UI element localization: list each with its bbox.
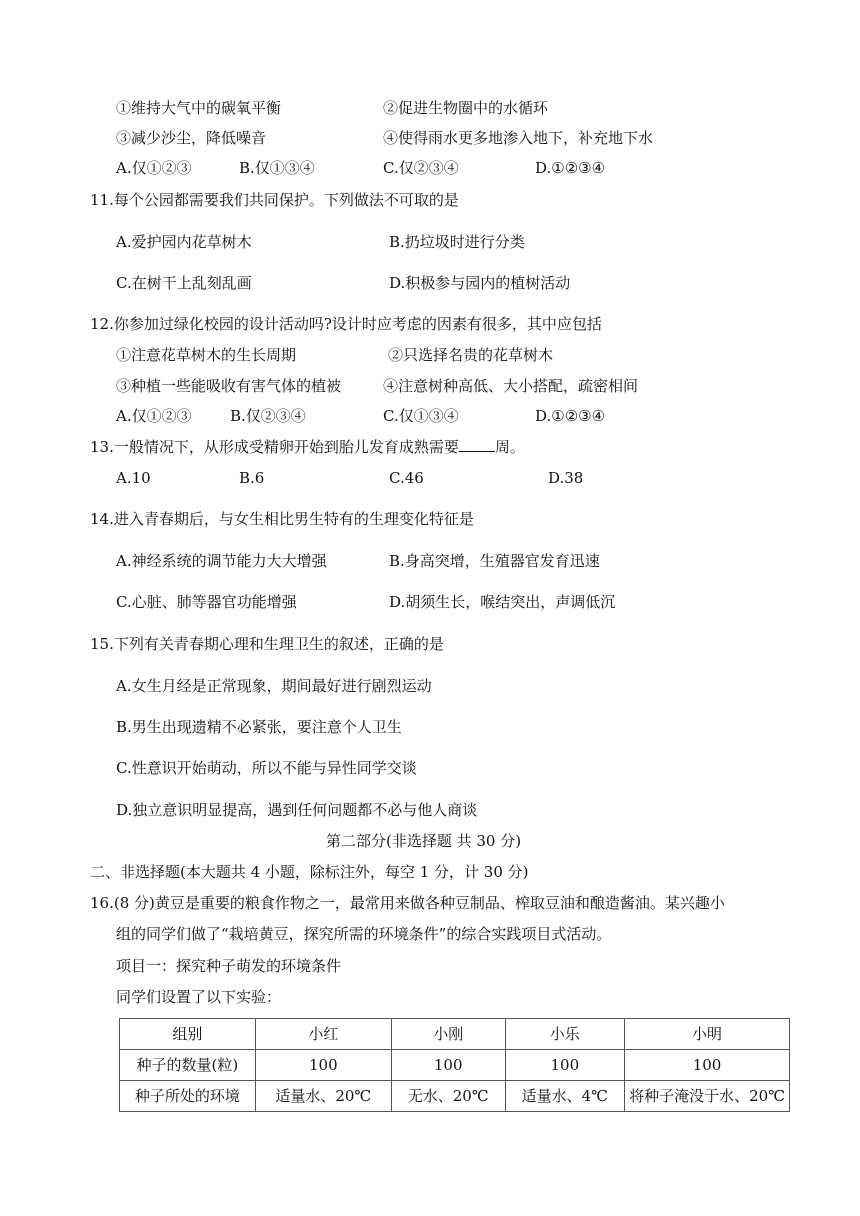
table-cell: 100: [391, 1050, 505, 1081]
answer-blank: [459, 437, 495, 452]
q16-table-intro: 同学们设置了以下实验：: [116, 988, 282, 1006]
q10-option-2: ②促进生物圈中的水循环: [383, 99, 549, 117]
q12-choice-d: D.①②③④: [535, 407, 606, 425]
q16-project-heading: 项目一：探究种子萌发的环境条件: [116, 957, 342, 975]
q11-choice-c: C.在树干上乱刻乱画: [116, 274, 252, 292]
q10-option-4: ④使得雨水更多地渗入地下，补充地下水: [383, 129, 654, 147]
q11-choice-b: B.扔垃圾时进行分类: [389, 233, 525, 251]
q15-stem: 15.下列有关青春期心理和生理卫生的叙述，正确的是: [90, 635, 444, 653]
q10-choice-c: C.仅②③④: [383, 159, 459, 177]
q16-stem-line2: 组的同学们做了“栽培黄豆，探究所需的环境条件”的综合实践项目式活动。: [116, 925, 612, 943]
q12-choice-a: A.仅①②③: [116, 407, 192, 425]
q12-option-1: ①注意花草树木的生长周期: [116, 346, 297, 364]
q15-choice-c: C.性意识开始萌动，所以不能与异性同学交谈: [116, 759, 417, 777]
q10-option-1: ①维持大气中的碳氧平衡: [116, 99, 282, 117]
table-row: [120, 1081, 790, 1112]
q14-choice-b: B.身高突增，生殖器官发育迅速: [389, 552, 600, 570]
q12-option-2: ②只选择名贵的花草树木: [388, 346, 554, 364]
q14-choice-d: D.胡须生长，喉结突出，声调低沉: [389, 593, 616, 611]
table-header-cell: 小红: [255, 1019, 391, 1050]
q13-stem-text: 13.一般情况下，从形成受精卵开始到胎儿发育成熟需要: [90, 438, 459, 456]
q12-choice-c: C.仅①③④: [383, 407, 459, 425]
q11-stem: 11.每个公园都需要我们共同保护。下列做法不可取的是: [90, 191, 459, 209]
q10-choice-b: B.仅①③④: [239, 159, 315, 177]
q14-choice-c: C.心脏、肺等器官功能增强: [116, 593, 297, 611]
q15-choice-d: D.独立意识明显提高，遇到任何问题都不必与他人商谈: [116, 801, 478, 819]
section-heading: 二、非选择题(本大题共 4 小题，除标注外，每空 1 分，计 30 分): [90, 863, 529, 881]
q10-option-3: ③减少沙尘，降低噪音: [116, 129, 267, 147]
q15-choice-b: B.男生出现遗精不必紧张，要注意个人卫生: [116, 718, 402, 736]
table-cell: 100: [505, 1050, 625, 1081]
table-cell: 100: [625, 1050, 790, 1081]
table-cell: 适量水、4℃: [505, 1081, 625, 1112]
q14-stem: 14.进入青春期后，与女生相比男生特有的生理变化特征是: [90, 510, 474, 528]
table-cell: 无水、20℃: [391, 1081, 505, 1112]
q12-stem: 12.你参加过绿化校园的设计活动吗?设计时应考虑的因素有很多，其中应包括: [90, 315, 602, 333]
q13-choice-c: C.46: [389, 469, 424, 487]
q13-stem: [90, 437, 525, 457]
table-cell: 适量水、20℃: [255, 1081, 391, 1112]
table-header-cell: 小刚: [391, 1019, 505, 1050]
table-header-cell: 小乐: [505, 1019, 625, 1050]
table-cell: 将种子淹没于水、20℃: [625, 1081, 790, 1112]
q13-choice-d: D.38: [548, 469, 584, 487]
q10-choice-d: D.①②③④: [535, 159, 606, 177]
q13-stem-suffix: 周。: [494, 438, 525, 456]
table-row: [120, 1050, 790, 1081]
q16-stem-line1: 16.(8 分)黄豆是重要的粮食作物之一，最常用来做各种豆制品、榨取豆油和酿造酱油。某兴趣小: [90, 894, 725, 912]
q12-choice-b: B.仅②③④: [230, 407, 306, 425]
table-cell: 种子的数量(粒): [120, 1050, 256, 1081]
q15-choice-a: A.女生月经是正常现象，期间最好进行剧烈运动: [116, 677, 432, 695]
q13-choice-b: B.6: [239, 469, 265, 487]
q12-option-3: ③种植一些能吸收有害气体的植被: [116, 377, 342, 395]
q14-choice-a: A.神经系统的调节能力大大增强: [116, 552, 327, 570]
table-header-cell: 组别: [120, 1019, 256, 1050]
q10-choice-a: A.仅①②③: [116, 159, 192, 177]
part2-title: 第二部分(非选择题 共 30 分): [326, 832, 522, 850]
table-cell: 种子所处的环境: [120, 1081, 256, 1112]
q11-choice-a: A.爱护园内花草树木: [116, 233, 252, 251]
q11-choice-d: D.积极参与园内的植树活动: [389, 274, 571, 292]
q12-option-4: ④注意树种高低、大小搭配，疏密相间: [383, 377, 639, 395]
table-header-row: [120, 1019, 790, 1050]
table-header-cell: 小明: [625, 1019, 790, 1050]
q13-choice-a: A.10: [116, 469, 151, 487]
table-cell: 100: [255, 1050, 391, 1081]
experiment-table: [119, 1018, 790, 1112]
